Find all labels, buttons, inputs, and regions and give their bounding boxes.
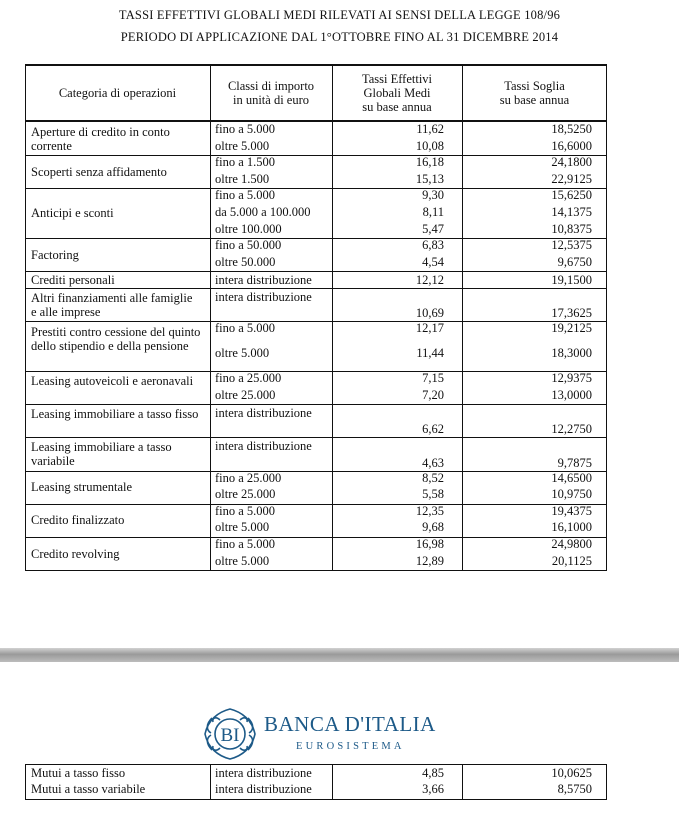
group-border xyxy=(25,404,607,405)
mutui-teg: 4,85 xyxy=(422,766,444,780)
class-cell: oltre 100.000 xyxy=(215,221,282,236)
mutui-teg: 3,66 xyxy=(422,782,444,796)
banca-italia-logo-icon xyxy=(202,706,258,762)
class-cell: fino a 5.000 xyxy=(215,321,276,336)
soglia-cell: 17,3625 xyxy=(551,306,592,321)
group-border xyxy=(25,437,607,438)
soglia-cell: 12,2750 xyxy=(551,422,592,437)
group-border xyxy=(25,570,607,571)
class-cell: fino a 25.000 xyxy=(215,470,282,485)
header-soglia-line1: Tassi Soglia xyxy=(504,79,565,93)
mutui-soglia: 8,5750 xyxy=(557,782,592,796)
teg-cell: 9,30 xyxy=(422,188,444,203)
header-soglia xyxy=(462,66,607,120)
svg-text:BI: BI xyxy=(220,725,240,746)
page-break-band xyxy=(0,648,679,662)
right-border xyxy=(606,64,607,570)
soglia-cell: 12,5375 xyxy=(551,238,592,253)
header-categoria-text: Categoria di operazioni xyxy=(58,86,177,100)
header-categoria xyxy=(25,66,210,120)
soglia-cell: 14,6500 xyxy=(551,470,592,485)
teg-cell: 10,69 xyxy=(415,306,444,321)
teg-cell: 12,35 xyxy=(415,503,444,518)
class-cell: oltre 25.000 xyxy=(215,487,276,502)
soglia-cell: 9,6750 xyxy=(557,254,592,269)
soglia-cell: 24,1800 xyxy=(551,155,592,170)
category-label: Leasing autoveicoli e aeronavali xyxy=(31,373,194,388)
teg-cell: 12,12 xyxy=(415,272,444,287)
mutui-col-sep-3 xyxy=(462,764,463,799)
mutui-bottom-border xyxy=(25,799,607,800)
soglia-cell: 20,1125 xyxy=(551,553,592,568)
mutui-category: Mutui a tasso fisso xyxy=(31,766,126,780)
col-sep-3 xyxy=(462,64,463,570)
teg-cell: 10,08 xyxy=(415,138,444,153)
soglia-cell: 15,6250 xyxy=(551,188,592,203)
row-sep xyxy=(210,346,607,347)
soglia-cell: 22,9125 xyxy=(551,171,592,186)
class-cell: oltre 5.000 xyxy=(215,520,270,535)
soglia-cell: 10,9750 xyxy=(551,487,592,502)
row-sep xyxy=(210,487,607,488)
teg-cell: 4,63 xyxy=(422,455,444,470)
class-cell: oltre 5.000 xyxy=(215,138,270,153)
category-label: Aperture di credito in conto corrente xyxy=(31,124,170,153)
class-cell: fino a 1.500 xyxy=(215,155,276,170)
class-cell: oltre 25.000 xyxy=(215,387,276,402)
teg-cell: 7,20 xyxy=(422,387,444,402)
soglia-cell: 10,8375 xyxy=(551,221,592,236)
mutui-col-sep-2 xyxy=(332,764,333,799)
teg-cell: 9,68 xyxy=(422,520,444,535)
class-cell: intera distribuzione xyxy=(215,272,312,287)
category-label: Prestiti contro cessione del quinto dello stipendio e della pensione xyxy=(31,325,201,354)
soglia-cell: 16,1000 xyxy=(551,520,592,535)
category-label: Crediti personali xyxy=(31,272,115,287)
class-cell: fino a 25.000 xyxy=(215,371,282,385)
left-border xyxy=(25,64,26,570)
group-border xyxy=(25,288,607,289)
header-soglia-line2: su base annua xyxy=(499,93,570,107)
row-sep xyxy=(210,139,607,140)
row-sep xyxy=(210,554,607,555)
mutui-class: intera distribuzione xyxy=(215,766,312,780)
mutui-col-sep-0 xyxy=(25,764,26,799)
class-cell: intera distribuzione xyxy=(215,405,312,420)
teg-cell: 15,13 xyxy=(415,171,444,186)
soglia-cell: 24,9800 xyxy=(551,537,592,551)
teg-cell: 16,18 xyxy=(415,155,444,170)
teg-cell: 8,52 xyxy=(422,470,444,485)
category-label: Credito revolving xyxy=(31,546,120,561)
row-sep xyxy=(210,388,607,389)
class-cell: intera distribuzione xyxy=(215,289,312,304)
header-classi-line2: in unità di euro xyxy=(232,93,310,107)
header-classi-line1: Classi di importo xyxy=(227,79,315,93)
header-classi xyxy=(210,66,332,120)
category-label: Leasing strumentale xyxy=(31,480,133,495)
col-sep-1 xyxy=(210,64,211,570)
category-label: Altri finanziamenti alle famiglie e alle imprese xyxy=(31,290,193,319)
teg-cell: 6,83 xyxy=(422,238,444,253)
row-sep xyxy=(210,222,607,223)
class-cell: oltre 50.000 xyxy=(215,254,276,269)
teg-cell: 11,44 xyxy=(416,346,444,361)
soglia-cell: 19,1500 xyxy=(551,272,592,287)
teg-cell: 5,47 xyxy=(422,221,444,236)
class-cell: fino a 5.000 xyxy=(215,537,276,551)
teg-cell: 16,98 xyxy=(415,537,444,551)
teg-cell: 6,62 xyxy=(422,422,444,437)
category-label: Credito finalizzato xyxy=(31,513,125,528)
header-teg-line3: su base annua xyxy=(362,100,432,114)
category-label: Factoring xyxy=(31,247,79,262)
page-subtitle: PERIODO DI APPLICAZIONE DAL 1°OTTOBRE FINO AL 31 DICEMBRE 2014 xyxy=(120,30,559,44)
category-label: Leasing immobiliare a tasso fisso xyxy=(31,406,199,421)
teg-cell: 11,62 xyxy=(416,122,444,136)
teg-cell: 5,58 xyxy=(422,487,444,502)
teg-cell: 8,11 xyxy=(422,205,444,219)
class-cell: intera distribuzione xyxy=(215,439,312,453)
row-sep xyxy=(210,520,607,521)
soglia-cell: 14,1375 xyxy=(551,205,592,219)
soglia-cell: 16,6000 xyxy=(551,138,592,153)
mutui-top-border xyxy=(25,764,607,765)
soglia-cell: 18,3000 xyxy=(551,346,592,361)
soglia-cell: 19,4375 xyxy=(551,503,592,518)
header-teg xyxy=(332,66,462,120)
class-cell: fino a 50.000 xyxy=(215,238,282,253)
class-cell: oltre 5.000 xyxy=(215,553,270,568)
class-cell: fino a 5.000 xyxy=(215,122,276,136)
class-cell: oltre 5.000 xyxy=(215,346,270,361)
class-cell: da 5.000 a 100.000 xyxy=(215,205,311,219)
header-teg-line2: Globali Medi xyxy=(363,86,431,100)
soglia-cell: 13,0000 xyxy=(551,387,592,402)
soglia-cell: 18,5250 xyxy=(551,122,592,136)
class-cell: oltre 1.500 xyxy=(215,171,270,186)
class-cell: fino a 5.000 xyxy=(215,188,276,203)
logo-subtitle: EUROSISTEMA xyxy=(296,741,405,752)
teg-cell: 7,15 xyxy=(422,371,444,385)
mutui-col-sep-4 xyxy=(606,764,607,799)
mutui-category: Mutui a tasso variabile xyxy=(31,782,146,796)
category-label: Scoperti senza affidamento xyxy=(31,164,167,179)
page-title: TASSI EFFETTIVI GLOBALI MEDI RILEVATI AI SENSI DELLA LEGGE 108/96 xyxy=(118,8,561,22)
row-sep xyxy=(210,255,607,256)
category-label: Anticipi e sconti xyxy=(31,206,114,221)
soglia-cell: 12,9375 xyxy=(551,371,592,385)
col-sep-2 xyxy=(332,64,333,570)
category-label: Leasing immobiliare a tasso variabile xyxy=(31,440,172,468)
teg-cell: 12,17 xyxy=(415,321,444,336)
teg-cell: 4,54 xyxy=(422,254,444,269)
mutui-class: intera distribuzione xyxy=(215,782,312,796)
soglia-cell: 9,7875 xyxy=(557,455,592,470)
teg-cell: 12,89 xyxy=(415,553,444,568)
soglia-cell: 19,2125 xyxy=(551,321,592,336)
mutui-soglia: 10,0625 xyxy=(551,766,592,780)
mutui-col-sep-1 xyxy=(210,764,211,799)
logo-name: BANCA D'ITALIA xyxy=(264,712,436,736)
row-sep xyxy=(210,205,607,206)
class-cell: fino a 5.000 xyxy=(215,503,276,518)
table-top-border xyxy=(25,64,607,66)
row-sep xyxy=(210,172,607,173)
header-teg-line1: Tassi Effettivi xyxy=(361,72,433,86)
